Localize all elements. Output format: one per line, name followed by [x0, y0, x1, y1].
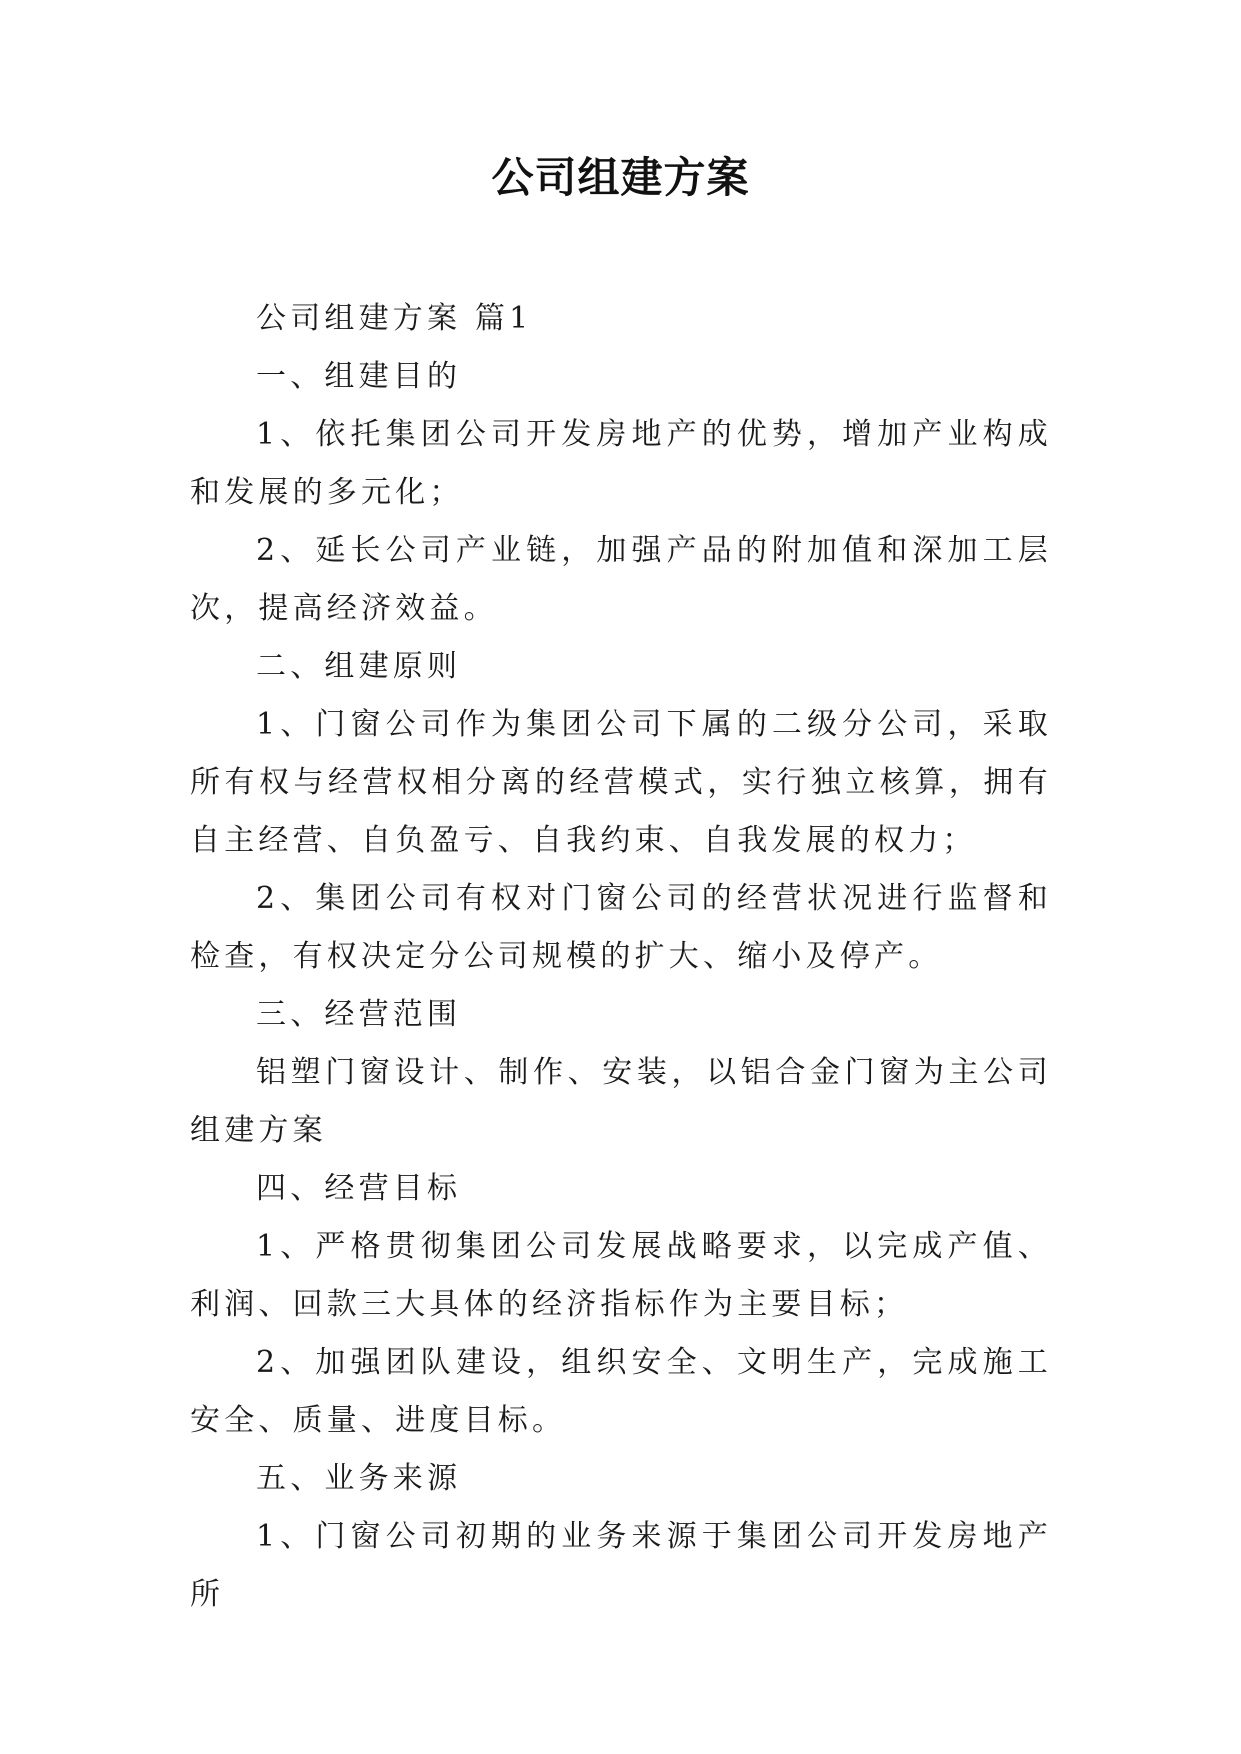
- section-heading-5: 五、业务来源: [256, 1461, 462, 1496]
- paragraph: 1、门窗公司作为集团公司下属的二级分公司，采取所有权与经营权相分离的经营模式，实行独立核算，拥有自主经营、自负盈亏、自我约束、自我发展的权力；: [190, 707, 1052, 858]
- paragraph: 1、门窗公司初期的业务来源于集团公司开发房地产所: [190, 1519, 1052, 1612]
- document-title: 公司组建方案: [491, 153, 750, 202]
- section-heading-4: 四、经营目标: [256, 1171, 462, 1206]
- paragraph: 1、严格贯彻集团公司发展战略要求，以完成产值、利润、回款三大具体的经济指标作为主要目标；: [190, 1229, 1052, 1322]
- section-heading-2: 二、组建原则: [256, 649, 462, 684]
- paragraph: 1、依托集团公司开发房地产的优势，增加产业构成和发展的多元化；: [190, 417, 1052, 510]
- paragraph-heading-part1: 公司组建方案 篇1: [256, 301, 533, 336]
- section-heading-1: 一、组建目的: [256, 359, 462, 394]
- paragraph: 2、加强团队建设，组织安全、文明生产，完成施工安全、质量、进度目标。: [190, 1345, 1052, 1438]
- paragraph: 2、集团公司有权对门窗公司的经营状况进行监督和检查，有权决定分公司规模的扩大、缩小及停产。: [190, 881, 1052, 974]
- section-heading-3: 三、经营范围: [256, 997, 462, 1032]
- paragraph: 铝塑门窗设计、制作、安装，以铝合金门窗为主公司组建方案: [190, 1055, 1052, 1148]
- document-body: [190, 290, 1052, 1624]
- paragraph: 2、延长公司产业链，加强产品的附加值和深加工层次，提高经济效益。: [190, 533, 1052, 626]
